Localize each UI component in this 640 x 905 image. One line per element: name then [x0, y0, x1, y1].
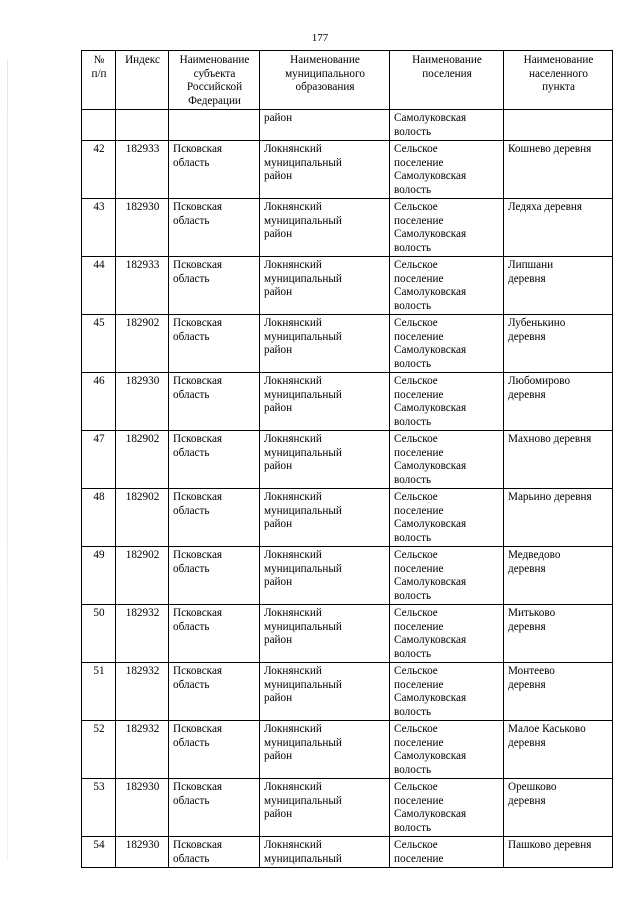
cell-settlement	[390, 199, 504, 257]
cell-line: муниципальный	[264, 330, 342, 343]
cell-number: 50	[82, 605, 116, 663]
cell-line: деревня	[508, 562, 546, 575]
cell-settlement	[390, 605, 504, 663]
table-row	[82, 837, 613, 868]
cell-line: волость	[394, 241, 432, 254]
cell-line: деревня	[508, 620, 546, 633]
cell-line: волость	[394, 357, 432, 370]
cell-locality	[504, 547, 613, 605]
cell-line: Наименование	[412, 54, 482, 66]
cell-line: Локнянский	[264, 259, 322, 271]
cell-subject	[169, 547, 260, 605]
cell-number: 47	[82, 431, 116, 489]
cell-line: Самолуковская	[394, 286, 467, 298]
cell-line: Митьково	[508, 607, 556, 619]
cell-line: Федерации	[188, 94, 241, 107]
cell-line: Сельское	[394, 607, 438, 619]
cell-line: муниципального	[285, 67, 365, 80]
cell-line: Локнянский	[264, 491, 322, 503]
cell-line: Локнянский	[264, 433, 322, 445]
cell-line: Малое Каськово	[508, 723, 586, 735]
cell-line: Сельское	[394, 433, 438, 445]
cell-locality	[504, 315, 613, 373]
cell-index: 182932	[116, 663, 169, 721]
cell-line: Самолуковская	[394, 692, 467, 704]
cell-line: Псковская	[173, 491, 223, 503]
cell-settlement	[390, 663, 504, 721]
cell-line: Псковская	[173, 607, 223, 619]
table-row	[82, 547, 613, 605]
cell-line: район	[264, 112, 293, 124]
cell-line: Псковская	[173, 839, 223, 851]
cell-index: 182902	[116, 431, 169, 489]
cell-line: волость	[394, 821, 432, 834]
cell-line: Сельское	[394, 259, 438, 271]
cell-locality	[504, 257, 613, 315]
cell-line: Локнянский	[264, 317, 322, 329]
cell-line: Сельское	[394, 317, 438, 329]
cell-index	[116, 110, 169, 141]
cell-municipality	[260, 547, 390, 605]
cell-municipality	[260, 489, 390, 547]
cell-line: Самолуковская	[394, 576, 467, 588]
table-row	[82, 257, 613, 315]
cell-line: Наименование	[179, 54, 250, 66]
cell-subject	[169, 663, 260, 721]
cell-line: поселения	[422, 67, 472, 80]
cell-index: 182902	[116, 315, 169, 373]
cell-municipality	[260, 315, 390, 373]
cell-line: волость	[394, 763, 432, 776]
cell-subject	[169, 489, 260, 547]
cell-line: №	[93, 54, 105, 66]
cell-line: район	[264, 518, 293, 530]
cell-line: Сельское	[394, 839, 438, 851]
cell-locality	[504, 431, 613, 489]
table-row	[82, 489, 613, 547]
cell-line: муниципальный	[264, 388, 342, 401]
cell-line: Медведово	[508, 549, 561, 561]
cell-line: Псковская	[173, 143, 223, 155]
cell-settlement	[390, 431, 504, 489]
cell-line: Сельское	[394, 201, 438, 213]
cell-line: Самолуковская	[394, 402, 467, 414]
cell-subject	[169, 779, 260, 837]
cell-line: пункта	[542, 81, 575, 93]
cell-line: муниципальный	[264, 504, 342, 517]
cell-line: деревня	[508, 388, 546, 401]
cell-line: Псковская	[173, 433, 223, 445]
cell-municipality	[260, 837, 390, 868]
cell-line: деревня	[508, 736, 546, 749]
cell-line: район	[264, 170, 293, 182]
cell-line: Самолуковская	[394, 518, 467, 530]
cell-line: населенного	[528, 67, 589, 80]
cell-municipality	[260, 257, 390, 315]
cell-line: Локнянский	[264, 723, 322, 735]
cell-index: 182933	[116, 141, 169, 199]
table-row	[82, 110, 613, 141]
cell-line: Самолуковская	[394, 808, 467, 820]
cell-line: муниципальный	[264, 852, 342, 865]
cell-line: муниципальный	[264, 678, 342, 691]
cell-line: Сельское	[394, 723, 438, 735]
cell-line: поселение	[394, 214, 444, 227]
cell-locality	[504, 199, 613, 257]
cell-line: район	[264, 750, 293, 762]
cell-line: деревня	[508, 678, 546, 691]
cell-line: поселение	[394, 852, 444, 865]
table-row	[82, 373, 613, 431]
cell-line: Липшани	[508, 259, 554, 271]
cell-settlement	[390, 315, 504, 373]
cell-line: Сельское	[394, 781, 438, 793]
cell-line: область	[173, 562, 210, 575]
cell-line: Российской	[186, 81, 243, 93]
cell-locality	[504, 605, 613, 663]
cell-number: 48	[82, 489, 116, 547]
header-subject	[169, 51, 260, 110]
cell-line: Наименование	[523, 54, 594, 66]
cell-line: Псковская	[173, 665, 223, 677]
cell-line: муниципальный	[264, 156, 342, 169]
cell-line: район	[264, 576, 293, 588]
cell-line: район	[264, 692, 293, 704]
cell-subject	[169, 373, 260, 431]
page-number: 177	[311, 32, 329, 44]
cell-line: область	[173, 736, 210, 749]
cell-settlement	[390, 837, 504, 868]
table-row	[82, 605, 613, 663]
cell-number: 44	[82, 257, 116, 315]
cell-line: Псковская	[173, 723, 223, 735]
cell-line: волость	[394, 183, 432, 196]
cell-municipality	[260, 110, 390, 141]
cell-line: Псковская	[173, 201, 223, 213]
cell-line: область	[173, 852, 210, 865]
cell-line: Самолуковская	[394, 170, 467, 182]
cell-subject	[169, 837, 260, 868]
cell-settlement	[390, 489, 504, 547]
cell-line: Локнянский	[264, 781, 322, 793]
cell-line: Индекс	[125, 54, 160, 66]
cell-line: район	[264, 402, 293, 414]
cell-line: п/п	[91, 67, 107, 80]
cell-line: Лубенькино	[508, 317, 566, 329]
cell-line: Сельское	[394, 491, 438, 503]
cell-index: 182932	[116, 605, 169, 663]
cell-subject	[169, 315, 260, 373]
cell-line: поселение	[394, 330, 444, 343]
cell-index: 182902	[116, 489, 169, 547]
cell-line: область	[173, 794, 210, 807]
cell-line: поселение	[394, 562, 444, 575]
cell-locality	[504, 373, 613, 431]
cell-line: Локнянский	[264, 201, 322, 213]
cell-line: Ледяха деревня	[508, 201, 583, 213]
cell-line: деревня	[508, 272, 546, 285]
cell-municipality	[260, 721, 390, 779]
cell-line: волость	[394, 473, 432, 486]
table-row	[82, 663, 613, 721]
cell-line: волость	[394, 705, 432, 718]
settlements-table	[81, 50, 613, 868]
header-locality	[504, 51, 613, 110]
cell-line: муниципальный	[264, 620, 342, 633]
cell-settlement	[390, 547, 504, 605]
cell-number: 52	[82, 721, 116, 779]
cell-line: Псковская	[173, 781, 223, 793]
cell-locality	[504, 663, 613, 721]
table-row	[82, 431, 613, 489]
cell-line: Сельское	[394, 143, 438, 155]
table-header-row	[82, 51, 613, 110]
cell-line: волость	[394, 589, 432, 602]
cell-line: Локнянский	[264, 143, 322, 155]
cell-municipality	[260, 779, 390, 837]
cell-line: поселение	[394, 678, 444, 691]
cell-municipality	[260, 663, 390, 721]
cell-line: волость	[394, 299, 432, 312]
cell-line: поселение	[394, 504, 444, 517]
cell-number: 54	[82, 837, 116, 868]
cell-line: деревня	[508, 794, 546, 807]
cell-municipality	[260, 431, 390, 489]
cell-line: Псковская	[173, 549, 223, 561]
cell-line: муниципальный	[264, 214, 342, 227]
cell-municipality	[260, 199, 390, 257]
cell-line: район	[264, 808, 293, 820]
cell-line: Локнянский	[264, 549, 322, 561]
cell-line: волость	[394, 531, 432, 544]
cell-line: Псковская	[173, 375, 223, 387]
header-settlement	[390, 51, 504, 110]
table-row	[82, 315, 613, 373]
cell-line: Локнянский	[264, 375, 322, 387]
cell-index: 182930	[116, 373, 169, 431]
cell-line: муниципальный	[264, 272, 342, 285]
cell-line: область	[173, 678, 210, 691]
cell-line: Наименование	[290, 54, 360, 66]
cell-line: субъекта	[193, 67, 236, 80]
cell-line: муниципальный	[264, 562, 342, 575]
cell-subject	[169, 721, 260, 779]
cell-locality	[504, 779, 613, 837]
cell-line: Локнянский	[264, 665, 322, 677]
cell-line: Самолуковская	[394, 460, 467, 472]
cell-settlement	[390, 257, 504, 315]
cell-line: область	[173, 620, 210, 633]
cell-line: Самолуковская	[394, 634, 467, 646]
cell-line: Махново деревня	[508, 433, 592, 445]
cell-locality	[504, 110, 613, 141]
cell-index: 182930	[116, 199, 169, 257]
cell-number: 43	[82, 199, 116, 257]
cell-number: 46	[82, 373, 116, 431]
table-row	[82, 199, 613, 257]
scan-edge	[7, 60, 8, 860]
cell-number: 53	[82, 779, 116, 837]
cell-locality	[504, 721, 613, 779]
cell-line: муниципальный	[264, 794, 342, 807]
cell-line: волость	[394, 647, 432, 660]
cell-line: волость	[394, 125, 432, 138]
cell-line: область	[173, 446, 210, 459]
cell-line: Самолуковская	[394, 750, 467, 762]
cell-locality	[504, 489, 613, 547]
cell-line: Любомирово	[508, 375, 571, 387]
table-body	[82, 110, 613, 868]
cell-line: поселение	[394, 388, 444, 401]
cell-line: Локнянский	[264, 607, 322, 619]
cell-line: область	[173, 388, 210, 401]
cell-subject	[169, 110, 260, 141]
cell-subject	[169, 605, 260, 663]
cell-index: 182930	[116, 837, 169, 868]
cell-line: Самолуковская	[394, 112, 467, 124]
cell-subject	[169, 257, 260, 315]
cell-number: 45	[82, 315, 116, 373]
cell-line: область	[173, 504, 210, 517]
cell-line: район	[264, 634, 293, 646]
cell-line: деревня	[508, 330, 546, 343]
table-row	[82, 141, 613, 199]
header-index	[116, 51, 169, 110]
cell-line: район	[264, 460, 293, 472]
cell-locality	[504, 141, 613, 199]
cell-line: Самолуковская	[394, 228, 467, 240]
cell-line: район	[264, 286, 293, 298]
cell-line: Пашково деревня	[508, 839, 592, 851]
cell-settlement	[390, 373, 504, 431]
cell-line: область	[173, 214, 210, 227]
cell-index: 182933	[116, 257, 169, 315]
table-row	[82, 779, 613, 837]
cell-line: область	[173, 156, 210, 169]
cell-line: поселение	[394, 794, 444, 807]
header-number	[82, 51, 116, 110]
cell-line: образования	[295, 81, 355, 93]
cell-line: поселение	[394, 446, 444, 459]
cell-subject	[169, 431, 260, 489]
cell-line: район	[264, 344, 293, 356]
cell-line: поселение	[394, 736, 444, 749]
cell-settlement	[390, 110, 504, 141]
cell-subject	[169, 199, 260, 257]
cell-number: 49	[82, 547, 116, 605]
cell-line: Сельское	[394, 375, 438, 387]
cell-settlement	[390, 721, 504, 779]
cell-number: 51	[82, 663, 116, 721]
cell-line: область	[173, 272, 210, 285]
cell-line: Самолуковская	[394, 344, 467, 356]
cell-line: поселение	[394, 620, 444, 633]
cell-line: Марьино деревня	[508, 491, 592, 503]
cell-index: 182930	[116, 779, 169, 837]
cell-locality	[504, 837, 613, 868]
cell-subject	[169, 141, 260, 199]
cell-line: поселение	[394, 272, 444, 285]
cell-line: Монтеево	[508, 665, 555, 677]
cell-number: 42	[82, 141, 116, 199]
cell-municipality	[260, 605, 390, 663]
cell-municipality	[260, 141, 390, 199]
cell-line: муниципальный	[264, 446, 342, 459]
header-municipality	[260, 51, 390, 110]
cell-settlement	[390, 141, 504, 199]
cell-line: область	[173, 330, 210, 343]
cell-line: Сельское	[394, 665, 438, 677]
cell-line: Локнянский	[264, 839, 322, 851]
cell-line: Сельское	[394, 549, 438, 561]
cell-line: поселение	[394, 156, 444, 169]
cell-index: 182902	[116, 547, 169, 605]
cell-number	[82, 110, 116, 141]
table-row	[82, 721, 613, 779]
cell-line: район	[264, 228, 293, 240]
cell-municipality	[260, 373, 390, 431]
cell-line: Кошнево деревня	[508, 143, 592, 155]
cell-line: Псковская	[173, 317, 223, 329]
cell-line: Орешково	[508, 781, 557, 793]
cell-line: волость	[394, 415, 432, 428]
cell-settlement	[390, 779, 504, 837]
cell-line: Псковская	[173, 259, 223, 271]
cell-index: 182932	[116, 721, 169, 779]
cell-line: муниципальный	[264, 736, 342, 749]
